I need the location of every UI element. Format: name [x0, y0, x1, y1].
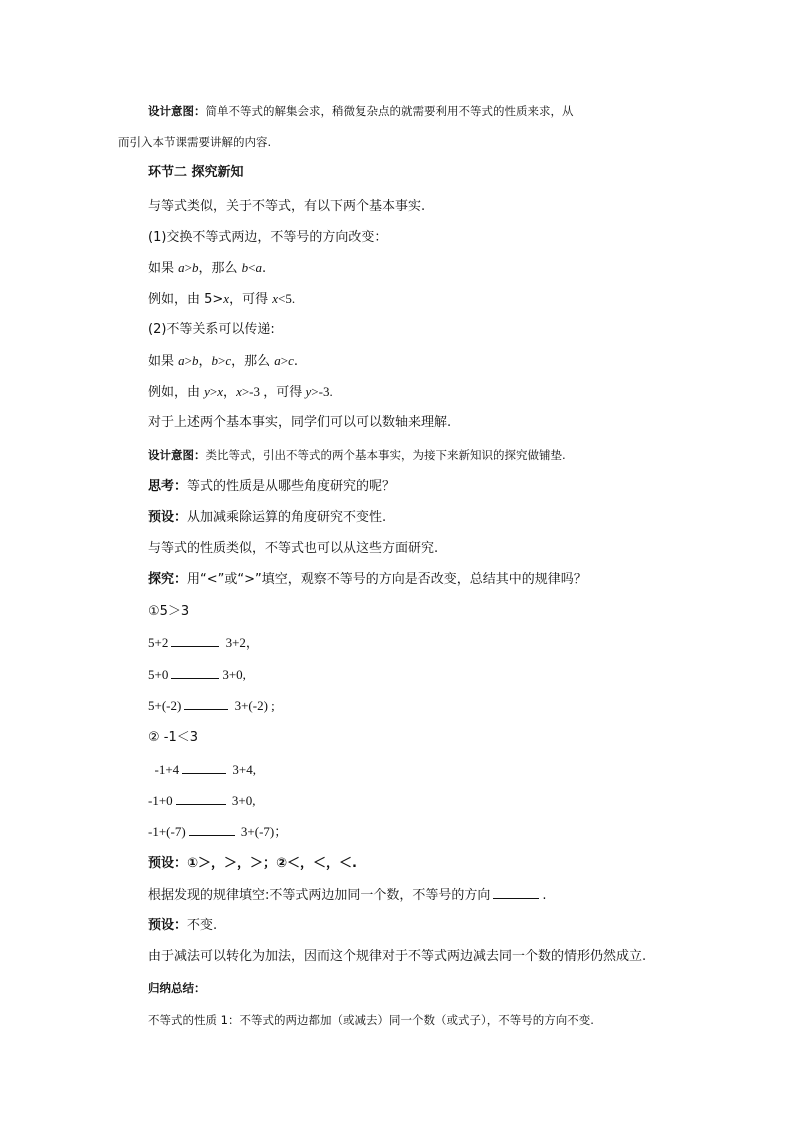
group2-row-2 — [148, 792, 256, 810]
right-expression: 3+(-7)； — [237, 824, 288, 839]
group1-head: ①5＞3 — [148, 604, 190, 619]
design-intent-label: 设计意图： — [148, 104, 206, 118]
answer-blank[interactable] — [171, 666, 219, 679]
text: >-3. — [311, 384, 333, 399]
text: >-3 ，可得 — [241, 384, 306, 399]
numberline-paragraph: 对于上述两个基本事实，同学们可以可以数轴来理解. — [148, 415, 452, 430]
var: x — [272, 291, 278, 306]
similar-paragraph: 与等式的性质类似，不等式也可以从这些方面研究. — [148, 541, 439, 556]
text: 如果 — [148, 354, 179, 369]
subtract-paragraph: 由于减法可以转化为加法，因而这个规律对于不等式两边减去同一个数的情形仍然成立. — [148, 949, 647, 964]
left-expression: -1+4 — [148, 762, 180, 777]
preset-3 — [148, 917, 217, 935]
think-text: 等式的性质是从哪些角度研究的呢？ — [187, 479, 396, 494]
var: x — [236, 384, 242, 399]
design-intent-label: 设计意图： — [148, 448, 206, 462]
summary-label: 归纳总结： — [148, 981, 206, 995]
preset-text: 从加减乘除运算的角度研究不变性. — [187, 510, 387, 525]
group2-head: ② -1＜3 — [148, 730, 199, 745]
var: a — [274, 353, 281, 368]
text: ， — [198, 354, 212, 369]
property-1: 不等式的性质 1：不等式的两边都加（或减去）同一个数（或式子），不等号的方向不变. — [148, 1013, 594, 1027]
design-intent-1-line-2: 而引入本节课需要讲解的内容. — [118, 135, 272, 149]
right-expression: 3+2， — [222, 635, 259, 650]
left-expression: -1+(-7) — [148, 824, 186, 839]
var: a — [255, 260, 262, 275]
left-expression: -1+0 — [148, 793, 173, 808]
text: 例如，由 — [148, 385, 205, 400]
var: x — [223, 291, 230, 306]
group1-row-2 — [148, 666, 246, 684]
preset-label: 预设： — [148, 856, 188, 871]
fact2-rule — [148, 352, 298, 371]
group1-row-3 — [148, 697, 275, 715]
sym: > — [218, 353, 226, 368]
var: a — [178, 260, 185, 275]
fact2-title: (2)不等关系可以传递: — [148, 322, 275, 337]
answer-blank[interactable] — [176, 792, 226, 805]
right-expression: 3+0, — [222, 667, 246, 682]
section-title: 环节二 探究新知 — [148, 165, 244, 180]
left-expression: 5+(-2) — [148, 698, 182, 713]
sym: > — [184, 260, 192, 275]
right-expression: 3+4, — [229, 762, 257, 777]
text: ，那么 — [198, 261, 242, 276]
fact1-title: (1)交换不等式两边，不等号的方向改变： — [148, 230, 388, 245]
sym: > — [209, 384, 218, 399]
var: c — [288, 353, 294, 368]
sym: < — [248, 260, 256, 275]
text: 如果 — [148, 261, 179, 276]
answer-blank[interactable] — [171, 634, 219, 647]
explore-paragraph — [148, 571, 587, 589]
var: y — [305, 384, 312, 399]
fact1-example — [148, 290, 295, 309]
explore-label: 探究： — [148, 572, 188, 587]
answer-blank[interactable] — [182, 761, 226, 774]
right-expression: 3+(-2) ; — [231, 698, 275, 713]
intro-paragraph: 与等式类似，关于不等式，有以下两个基本事实. — [148, 199, 426, 214]
rule-fill-text: 根据发现的规律填空:不等式两边加同一个数，不等号的方向 — [148, 888, 491, 903]
design-intent-1-line-1 — [148, 102, 574, 120]
preset-2 — [148, 855, 357, 873]
var: b — [191, 260, 199, 275]
text: ，可得 — [229, 292, 273, 307]
text: . — [293, 354, 299, 369]
var: b — [241, 260, 249, 275]
var: x — [217, 384, 224, 399]
sym: > — [280, 353, 289, 368]
var: c — [225, 353, 232, 368]
answer-blank[interactable] — [184, 697, 228, 710]
think-label: 思考： — [148, 479, 188, 494]
rule-fill-paragraph — [148, 886, 547, 905]
left-expression: 5+0 — [148, 667, 169, 682]
fact2-example — [148, 383, 333, 402]
text: . — [542, 888, 547, 903]
explore-text: 用“<”或“>”填空，观察不等号的方向是否改变，总结其中的规律吗？ — [187, 572, 587, 587]
preset-text: ①＞，＞，＞；②＜，＜，＜. — [187, 856, 357, 871]
text: 例如，由 5> — [148, 292, 224, 307]
fact1-rule — [148, 259, 266, 278]
group2-row-3 — [148, 823, 287, 841]
think-paragraph — [148, 478, 395, 496]
design-intent-text: 简单不等式的解集会求，稍微复杂点的就需要利用不等式的性质来求，从 — [205, 104, 574, 118]
var: y — [204, 384, 210, 399]
design-intent-2 — [148, 446, 566, 464]
text: <5. — [278, 291, 296, 306]
answer-blank[interactable] — [189, 823, 235, 836]
preset-1 — [148, 509, 386, 527]
group1-row-1 — [148, 634, 259, 652]
design-intent-text: 类比等式，引出不等式的两个基本事实，为接下来新知识的探究做铺垫. — [205, 448, 566, 462]
right-expression: 3+0, — [228, 793, 256, 808]
var: a — [178, 353, 185, 368]
preset-label: 预设： — [148, 510, 188, 525]
sym: > — [184, 353, 192, 368]
var: b — [191, 353, 199, 368]
var: b — [211, 353, 218, 368]
preset-text: 不变. — [187, 918, 218, 933]
text: ，那么 — [231, 354, 275, 369]
left-expression: 5+2 — [148, 635, 169, 650]
group2-row-1 — [148, 761, 256, 779]
answer-blank[interactable] — [493, 886, 539, 899]
text: ， — [223, 385, 237, 400]
preset-label: 预设： — [148, 918, 188, 933]
text: . — [261, 261, 267, 276]
